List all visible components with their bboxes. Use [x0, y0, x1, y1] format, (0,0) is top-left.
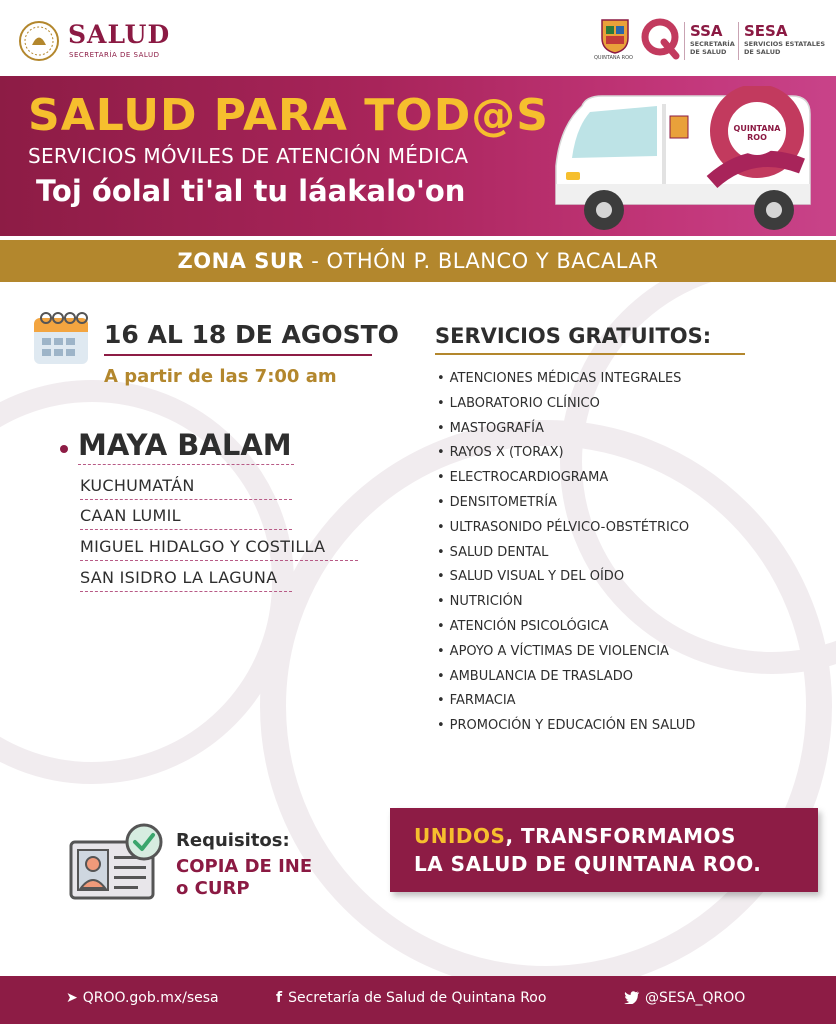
event-date: 16 AL 18 DE AGOSTO	[104, 320, 399, 349]
service-item: • LABORATORIO CLÍNICO	[437, 392, 695, 417]
sesa-logo	[744, 22, 825, 56]
services-title: SERVICIOS GRATUITOS:	[435, 324, 712, 348]
hero-banner	[0, 76, 836, 236]
footer-twitter-link[interactable]	[624, 990, 745, 1006]
zone-municipalities: - OTHÓN P. BLANCO Y BACALAR	[304, 249, 659, 273]
quintana-roo-crest-icon	[598, 18, 632, 54]
mexico-seal-icon	[18, 20, 60, 62]
footer-facebook-text: Secretaría de Salud de Quintana Roo	[288, 990, 547, 1006]
service-item: • SALUD DENTAL	[437, 541, 695, 566]
header-divider	[738, 22, 739, 60]
footer-twitter-text: @SESA_QROO	[645, 990, 746, 1006]
cursor-icon: ➤	[66, 990, 78, 1006]
ssa-line1: SECRETARÍA	[690, 40, 735, 48]
ssa-line2: DE SALUD	[690, 48, 727, 56]
checkmark-icon	[124, 822, 164, 862]
zone-label: ZONA SUR	[177, 249, 305, 273]
ssa-logo	[690, 22, 735, 56]
service-item: • FARMACIA	[437, 689, 695, 714]
salud-logo-subtitle: SECRETARÍA DE SALUD	[69, 51, 160, 59]
location-sub-1: CAAN LUMIL	[80, 506, 292, 530]
date-underline	[104, 354, 372, 356]
van-logo-text: QUINTANA ROO	[733, 124, 781, 142]
van-illustration	[552, 86, 822, 236]
service-item: • SALUD VISUAL Y DEL OÍDO	[437, 565, 695, 590]
service-item: • ULTRASONIDO PÉLVICO-OBSTÉTRICO	[437, 516, 695, 541]
banner-maya-line: Toj óolal ti'al tu láakalo'on	[36, 174, 466, 208]
ssa-name: SSA	[690, 22, 723, 40]
slogan-box	[390, 808, 818, 892]
service-item: • ELECTROCARDIOGRAMA	[437, 466, 695, 491]
services-underline	[435, 353, 745, 355]
requirements-line1: COPIA DE INE	[176, 856, 313, 877]
bullet-icon	[60, 445, 68, 453]
service-item: • AMBULANCIA DE TRASLADO	[437, 665, 695, 690]
service-item: • ATENCIONES MÉDICAS INTEGRALES	[437, 367, 695, 392]
slogan-line2: LA SALUD DE QUINTANA ROO.	[414, 852, 762, 876]
footer-facebook-link[interactable]	[276, 990, 546, 1006]
requirements-title: Requisitos:	[176, 830, 290, 851]
location-sub-3: SAN ISIDRO LA LAGUNA	[80, 568, 292, 592]
twitter-icon	[624, 991, 640, 1004]
qroo-crest-caption: QUINTANA ROO	[594, 55, 633, 61]
service-item: • APOYO A VÍCTIMAS DE VIOLENCIA	[437, 640, 695, 665]
service-item: • NUTRICIÓN	[437, 590, 695, 615]
footer	[0, 976, 836, 1024]
header-divider	[684, 22, 685, 60]
service-item: • DENSITOMETRÍA	[437, 491, 695, 516]
requirements-line2: o CURP	[176, 878, 250, 899]
event-time: A partir de las 7:00 am	[104, 366, 337, 387]
service-item: • MASTOGRAFÍA	[437, 417, 695, 442]
sesa-line1: SERVICIOS ESTATALES	[744, 40, 826, 48]
service-item: • ATENCIÓN PSICOLÓGICA	[437, 615, 695, 640]
location-sub-2: MIGUEL HIDALGO Y COSTILLA	[80, 537, 358, 561]
banner-title: SALUD PARA TOD@S	[28, 90, 549, 141]
zone-text	[0, 249, 836, 273]
slogan-line1-rest: , TRANSFORMAMOS	[505, 824, 736, 848]
location-sub-0: KUCHUMATÁN	[80, 476, 292, 500]
footer-web-text: QROO.gob.mx/sesa	[82, 990, 219, 1006]
service-item: • PROMOCIÓN Y EDUCACIÓN EN SALUD	[437, 714, 695, 739]
facebook-icon: f	[276, 990, 283, 1006]
sesa-name: SESA	[744, 22, 788, 40]
calendar-icon	[32, 310, 90, 366]
salud-logo	[18, 18, 171, 64]
footer-web-link[interactable]	[66, 990, 219, 1006]
banner-subtitle: SERVICIOS MÓVILES DE ATENCIÓN MÉDICA	[28, 144, 469, 168]
q-logo-icon	[638, 16, 682, 60]
location-main: MAYA BALAM	[78, 428, 294, 465]
services-list	[437, 367, 695, 739]
qroo-crest	[594, 18, 633, 62]
slogan-line1	[414, 824, 736, 848]
sesa-line2: DE SALUD	[744, 48, 781, 56]
slogan-highlight: UNIDOS	[414, 824, 506, 848]
zone-bar	[0, 240, 836, 282]
service-item: • RAYOS X (TORAX)	[437, 441, 695, 466]
salud-logo-text: SALUD	[68, 20, 171, 49]
